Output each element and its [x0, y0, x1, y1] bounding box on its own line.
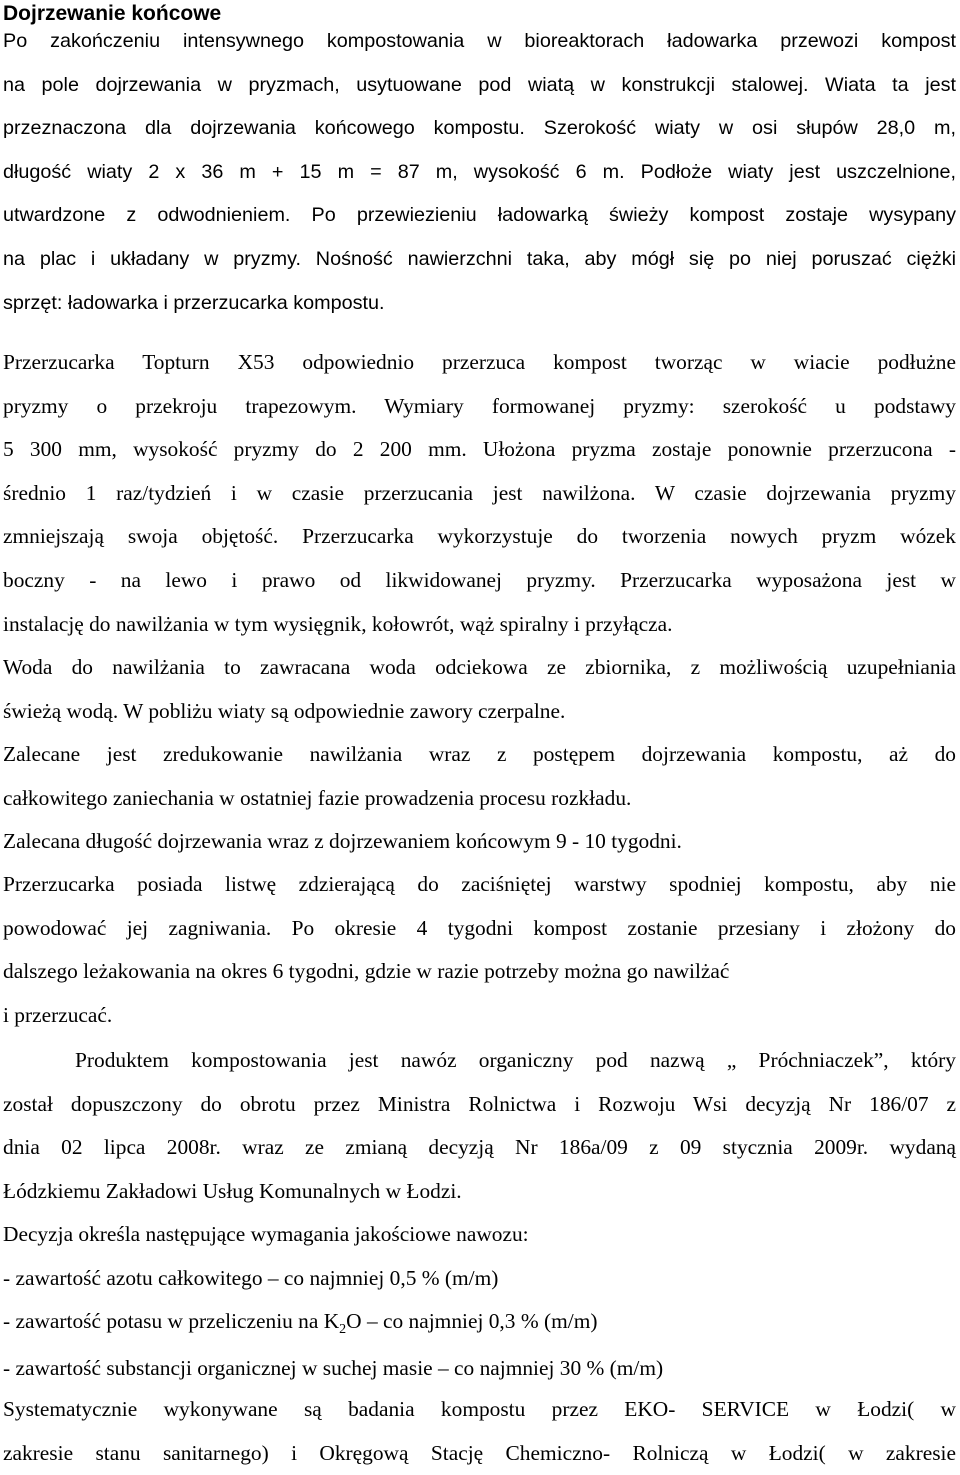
paragraph-moisture: [3, 733, 956, 820]
requirement-item: - zawartość azotu całkowitego – co najmniej 0,5 % (m/m): [3, 1265, 499, 1290]
requirement-item: - zawartość substancji organicznej w suchej masie – co najmniej 30 % (m/m): [3, 1355, 664, 1380]
paragraph-line: Przerzucarka posiada listwę zdzierającą do zaciśniętej warstwy spodniej kompostu, aby nie: [3, 872, 956, 896]
paragraph-line: sprzęt: ładowarka i przerzucarka kompostu.: [3, 291, 385, 314]
paragraph-water: [3, 646, 956, 733]
paragraph-duration: [3, 820, 956, 864]
paragraph-line: dalszego leżakowania na okres 6 tygodni, gdzie w razie potrzeby można go nawilżać: [3, 959, 730, 984]
paragraph-line: Zalecane jest zredukowanie nawilżania wraz z postępem dojrzewania kompostu, aż do: [3, 742, 956, 766]
paragraph-line: dnia 02 lipca 2008r. wraz ze zmianą decyzją Nr 186a/09 z 09 stycznia 2009r. wydaną: [3, 1135, 956, 1160]
paragraph-product: [3, 1039, 956, 1213]
requirement-text: - zawartość potasu w przeliczeniu na K: [3, 1309, 340, 1334]
paragraph-line: Systematycznie wykonywane są badania kompostu przez EKO- SERVICE w Łodzi( w: [3, 1397, 956, 1421]
paragraph-line: przeznaczona dla dojrzewania końcowego kompostu. Szerokość wiaty w osi słupów 28,0 m,: [3, 117, 956, 140]
paragraph-line: Łódzkiemu Zakładowi Usług Komunalnych w Łodzi.: [3, 1178, 462, 1203]
paragraph-line: całkowitego zaniechania w ostatniej fazie prowadzenia procesu rozkładu.: [3, 785, 632, 810]
paragraph-line: Po zakończeniu intensywnego kompostowania w bioreaktorach ładowarka przewozi kompost: [3, 30, 956, 52]
paragraph-line: na pole dojrzewania w pryzmach, usytuowane pod wiatą w konstrukcji stalowej. Wiata ta jest: [3, 73, 956, 96]
paragraph-line: instalację do nawilżania w tym wysięgnik, kołowrót, wąż spiralny i przyłącza.: [3, 611, 673, 636]
paragraph-drying-shed: [3, 20, 956, 325]
paragraph-line: 5 300 mm, wysokość pryzmy do 2 200 mm. Ułożona pryzma zostaje ponownie przerzucona -: [3, 437, 956, 462]
paragraph-screening: [3, 863, 956, 1037]
paragraph-line: świeżą wodą. W pobliżu wiaty są odpowiednie zawory czerpalne.: [3, 698, 566, 723]
section-heading: Dojrzewanie końcowe: [3, 2, 222, 25]
paragraph-line: został dopuszczony do obrotu przez Ministra Rolnictwa i Rozwoju Wsi decyzją Nr 186/07 z: [3, 1091, 956, 1116]
paragraph-testing: [3, 1388, 956, 1475]
paragraph-line: i przerzucać.: [3, 1002, 113, 1027]
paragraph-line: Woda do nawilżania to zawracana woda odciekowa ze zbiornika, z możliwością uzupełniania: [3, 655, 956, 679]
subscript: 2: [339, 1322, 347, 1338]
requirement-item: [3, 1300, 956, 1347]
paragraph-turner: [3, 341, 956, 646]
paragraph-requirements: [3, 1213, 956, 1390]
paragraph-line: średnio 1 raz/tydzień i w czasie przerzucania jest nawilżona. W czasie dojrzewania pryzmy: [3, 480, 956, 505]
paragraph-line: Przerzucarka Topturn X53 odpowiednio przerzuca kompost tworząc w wiacie podłużne: [3, 350, 956, 374]
paragraph-line: na plac i układany w pryzmy. Nośność nawierzchni taka, aby mógł się po niej poruszać ciężki: [3, 247, 956, 270]
paragraph-line: powodować jej zagniwania. Po okresie 4 tygodni kompost zostanie przesiany i złożony do: [3, 915, 956, 940]
paragraph-line: Decyzja określa następujące wymagania jakościowe nawozu:: [3, 1222, 529, 1246]
paragraph-line: pryzmy o przekroju trapezowym. Wymiary formowanej pryzmy: szerokość u podstawy: [3, 393, 956, 418]
paragraph-line: boczny - na lewo i prawo od likwidowanej pryzmy. Przerzucarka wyposażona jest w: [3, 567, 956, 592]
paragraph-line: Produktem kompostowania jest nawóz organiczny pod nazwą „ Próchniaczek”, który: [75, 1048, 956, 1072]
requirement-text: O – co najmniej 0,3 % (m/m): [346, 1309, 598, 1334]
paragraph-line: Zalecana długość dojrzewania wraz z dojrzewaniem końcowym 9 - 10 tygodni.: [3, 829, 682, 853]
paragraph-line: zmniejszają swoja objętość. Przerzucarka wykorzystuje do tworzenia nowych pryzm wózek: [3, 524, 956, 549]
paragraph-line: długość wiaty 2 x 36 m + 15 m = 87 m, wysokość 6 m. Podłoże wiaty jest uszczelnione,: [3, 160, 956, 183]
paragraph-line: zakresie stanu sanitarnego) i Okręgową Stację Chemiczno- Rolniczą w Łodzi( w zakresie: [3, 1440, 956, 1465]
paragraph-line: utwardzone z odwodnieniem. Po przewiezieniu ładowarką świeży kompost zostaje wysypany: [3, 204, 956, 227]
